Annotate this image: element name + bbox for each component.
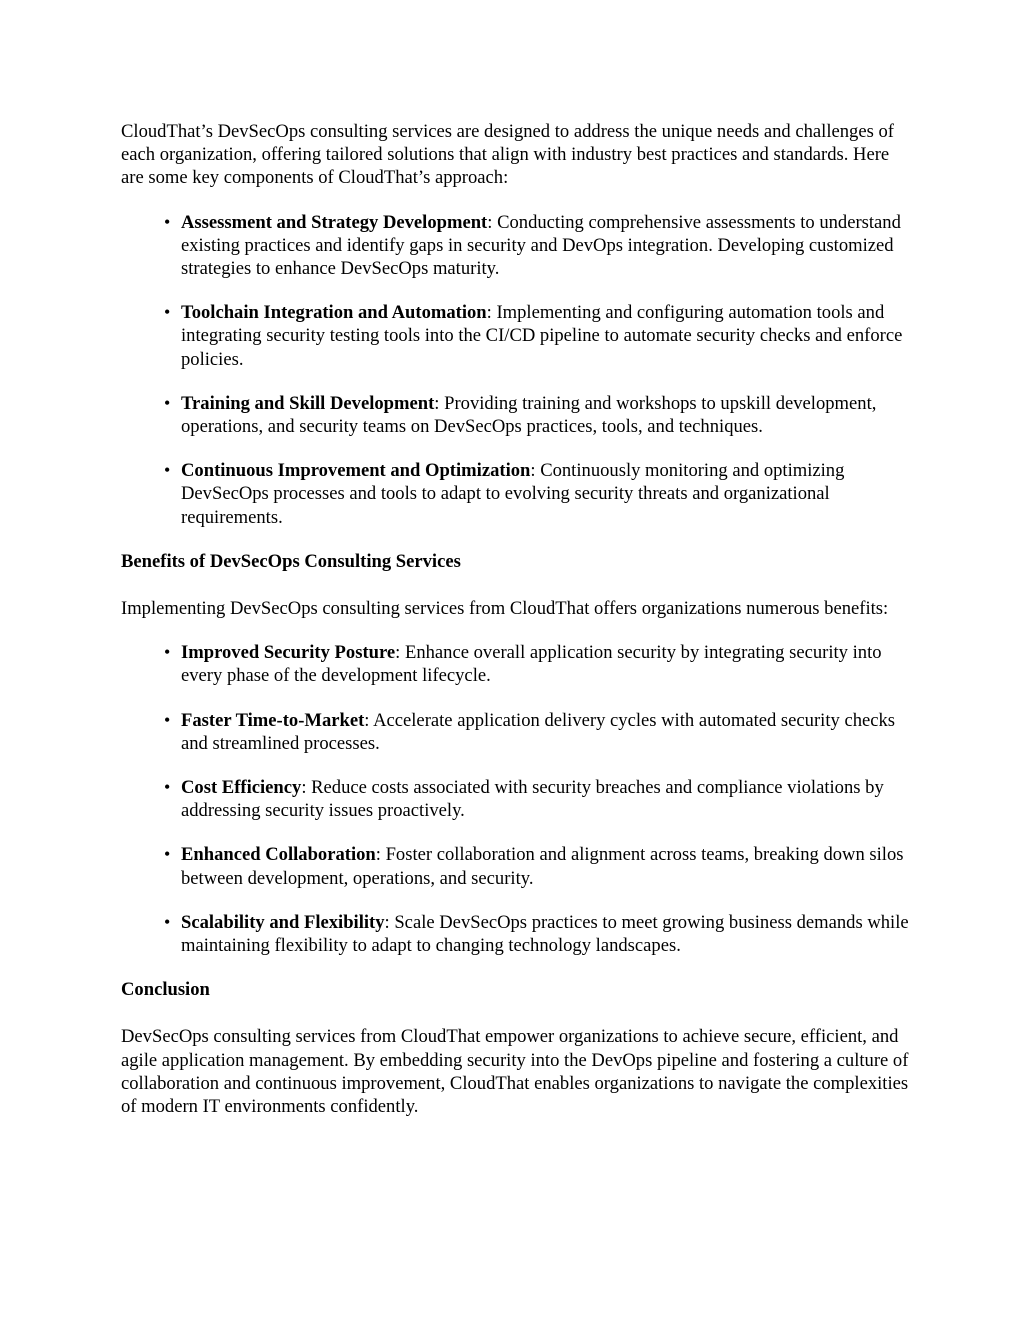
list-item-term: Toolchain Integration and Automation: [181, 302, 487, 324]
intro-paragraph: CloudThat’s DevSecOps consulting services are designed to address the unique needs and challenges of each organization, offering tailored solutions that align with industry best practices and standards. Here are some key components of CloudThat’s approach:: [121, 121, 894, 189]
bullet-icon: •: [164, 642, 171, 663]
list-item: [121, 641, 911, 687]
list-item: [121, 709, 911, 755]
bullet-icon: •: [164, 460, 171, 481]
bullet-icon: •: [164, 777, 171, 798]
bullet-icon: •: [164, 302, 171, 323]
list-item: [121, 301, 911, 371]
list-item-text: : Continuously monitoring and optimizing DevSecOps processes and tools to adapt to evolving security threats and organizational requirements.: [181, 460, 845, 528]
list-item: [121, 776, 911, 822]
list-item-term: Continuous Improvement and Optimization: [181, 460, 531, 482]
benefits-list: [121, 641, 911, 957]
list-item-term: Cost Efficiency: [181, 777, 302, 799]
list-item-term: Assessment and Strategy Development: [181, 211, 488, 233]
bullet-icon: •: [164, 709, 171, 730]
list-item-text: : Reduce costs associated with security breaches and compliance violations by addressing security issues proactively.: [181, 777, 884, 822]
list-item-term: Enhanced Collaboration: [181, 844, 376, 866]
list-item-term: Training and Skill Development: [181, 392, 435, 414]
list-item: [121, 911, 911, 957]
bullet-icon: •: [164, 911, 171, 932]
list-item-text: : Conducting comprehensive assessments to understand existing practices and identify gaps in security and DevOps integration. Developing customized strategies to enhance DevSecOps maturity.: [181, 211, 901, 280]
conclusion-heading: Conclusion: [121, 979, 210, 1001]
benefits-intro-paragraph: Implementing DevSecOps consulting services from CloudThat offers organizations numerous benefits:: [121, 598, 889, 620]
list-item-term: Improved Security Posture: [181, 642, 396, 664]
list-item-term: Faster Time-to-Market: [181, 709, 365, 731]
list-item-text: : Enhance overall application security by integrating security into every phase of the development lifecycle.: [181, 642, 882, 687]
list-item: [121, 843, 911, 889]
list-item-text: : Accelerate application delivery cycles with automated security checks and streamlined processes.: [181, 709, 896, 754]
list-item: [121, 459, 911, 529]
list-item-text: : Implementing and configuring automation tools and integrating security testing tools into the CI/CD pipeline to automate security checks and enforce policies.: [181, 302, 903, 370]
benefits-heading: Benefits of DevSecOps Consulting Services: [121, 550, 461, 572]
list-item-term: Scalability and Flexibility: [181, 911, 385, 933]
bullet-icon: •: [164, 392, 171, 413]
bullet-icon: •: [164, 211, 171, 232]
bullet-icon: •: [164, 844, 171, 865]
list-item: [121, 392, 911, 438]
document-page: [121, 120, 911, 1139]
conclusion-paragraph: DevSecOps consulting services from CloudThat empower organizations to achieve secure, efficient, and agile application management. By embedding security into the DevOps pipeline and fostering a culture of collaboration and continuous improvement, CloudThat enables organizations to navigate the complexities of modern IT environments confidently.: [121, 1026, 909, 1118]
list-item-text: : Scale DevSecOps practices to meet growing business demands while maintaining flexibility to adapt to changing technology landscapes.: [181, 911, 909, 957]
list-item-text: : Foster collaboration and alignment across teams, breaking down silos between development, operations, and security.: [181, 844, 904, 889]
list-item-text: : Providing training and workshops to upskill development, operations, and security teams on DevSecOps practices, tools, and techniques.: [181, 392, 877, 438]
approach-list: [121, 211, 911, 529]
list-item: [121, 211, 911, 281]
